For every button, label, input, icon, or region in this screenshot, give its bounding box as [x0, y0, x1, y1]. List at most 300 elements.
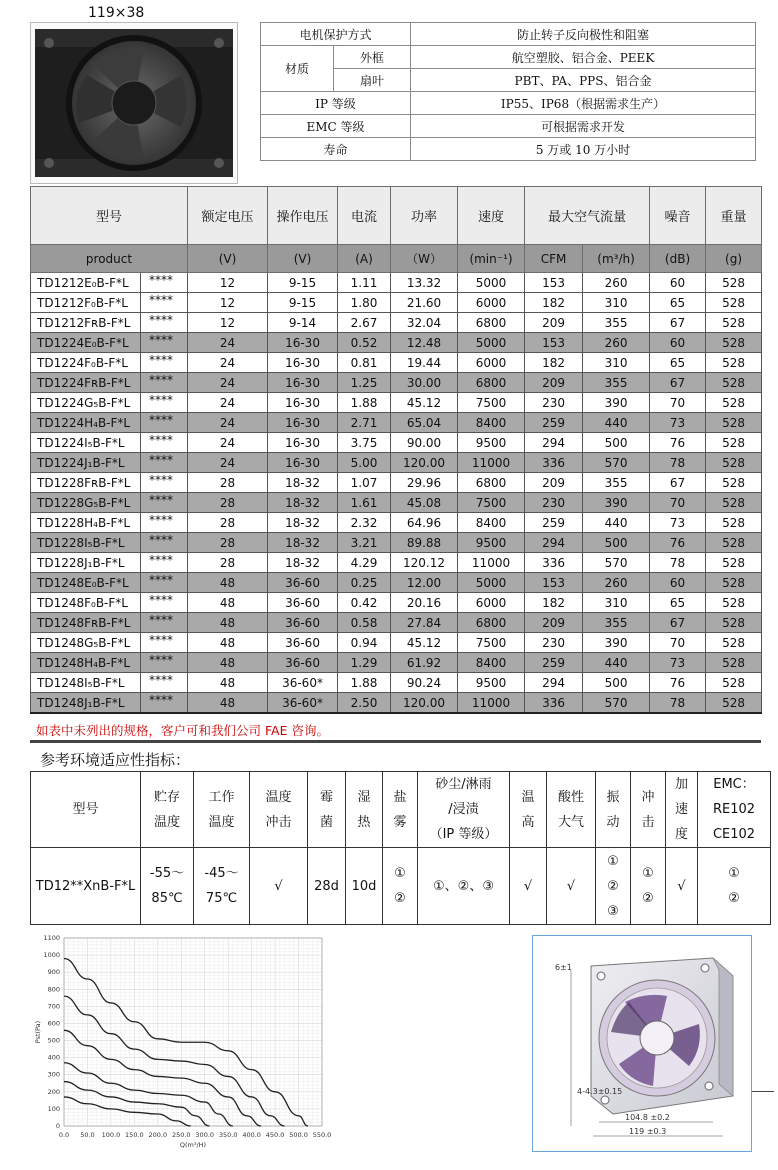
table-cell: ****: [141, 673, 188, 693]
divider: [30, 740, 761, 743]
table-cell: 209: [525, 613, 583, 633]
table-cell: 32.04: [391, 313, 458, 333]
x-tick-label: 400.0: [242, 1131, 261, 1139]
table-cell: 390: [583, 393, 650, 413]
table-cell: 182: [525, 593, 583, 613]
y-tick-label: 200: [47, 1087, 60, 1096]
spec-table: [30, 186, 762, 714]
table-cell: 5000: [458, 573, 525, 593]
table-cell: 24: [188, 433, 268, 453]
table-cell: ****: [141, 493, 188, 513]
fan-dimension-drawing: [532, 935, 752, 1152]
env-header-line: 高: [521, 814, 535, 830]
env-header-cell: [631, 772, 666, 848]
env-header-cell: [547, 772, 596, 848]
table-cell: 76: [650, 533, 706, 553]
table-cell: 13.32: [391, 273, 458, 293]
protection-label: 电机保护方式: [261, 23, 411, 46]
table-cell: 355: [583, 313, 650, 333]
table-cell: 65.04: [391, 413, 458, 433]
env-header-line: 冲击: [265, 814, 292, 830]
env-header-line: 击: [641, 814, 655, 830]
table-cell: 89.88: [391, 533, 458, 553]
table-row: [31, 653, 762, 673]
table-cell: 500: [583, 433, 650, 453]
x-tick-label: 500.0: [289, 1131, 308, 1139]
table-cell: 182: [525, 353, 583, 373]
table-cell: 12: [188, 313, 268, 333]
life-label: 寿命: [261, 138, 411, 161]
table-cell: ****: [141, 693, 188, 714]
table-cell: 12.00: [391, 573, 458, 593]
table-cell: 36-60: [268, 593, 338, 613]
env-header-row: [31, 772, 771, 848]
env-value-cell: [698, 848, 771, 925]
env-header-line: 盐: [393, 789, 407, 805]
table-row: [31, 533, 762, 553]
env-header-line: 菌: [319, 814, 333, 830]
table-cell: 7500: [458, 633, 525, 653]
spec-unit-row: [31, 245, 762, 273]
table-cell: 20.16: [391, 593, 458, 613]
model-cell: TD1248E₀B-F*L: [31, 573, 141, 593]
table-cell: 6800: [458, 613, 525, 633]
table-cell: 65: [650, 353, 706, 373]
table-cell: 500: [583, 673, 650, 693]
table-cell: ****: [141, 393, 188, 413]
table-cell: 78: [650, 553, 706, 573]
env-value-line: 85℃: [151, 891, 183, 906]
table-cell: 24: [188, 373, 268, 393]
table-cell: ****: [141, 433, 188, 453]
table-cell: 390: [583, 493, 650, 513]
env-header-cell: [141, 772, 194, 848]
table-cell: 310: [583, 353, 650, 373]
header-power: 功率: [391, 187, 458, 245]
table-cell: 153: [525, 333, 583, 353]
table-cell: 9500: [458, 533, 525, 553]
env-value-cell: [596, 848, 631, 925]
env-value-cell: [141, 848, 194, 925]
table-cell: 528: [706, 633, 762, 653]
table-cell: 16-30: [268, 373, 338, 393]
table-cell: 1.88: [338, 393, 391, 413]
table-cell: 24: [188, 353, 268, 373]
table-cell: 0.42: [338, 593, 391, 613]
table-cell: 24: [188, 393, 268, 413]
table-cell: 16-30: [268, 393, 338, 413]
env-header-line: 冲: [641, 789, 655, 805]
y-tick-label: 1100: [43, 934, 60, 942]
table-row: [31, 553, 762, 573]
table-cell: 6000: [458, 293, 525, 313]
env-value-line: 10d: [351, 878, 377, 894]
table-cell: ****: [141, 293, 188, 313]
x-tick-label: 200.0: [148, 1131, 168, 1139]
header-model: 型号: [31, 187, 188, 245]
table-cell: 528: [706, 533, 762, 553]
table-cell: 18-32: [268, 553, 338, 573]
header-current: 电流: [338, 187, 391, 245]
table-cell: 6800: [458, 373, 525, 393]
model-cell: TD1224J₁B-F*L: [31, 453, 141, 473]
model-cell: TD1224I₅B-F*L: [31, 433, 141, 453]
env-value-line: ①: [607, 853, 619, 869]
env-value-line: ①: [728, 866, 740, 881]
unit-product: product: [31, 245, 188, 273]
table-cell: 0.81: [338, 353, 391, 373]
env-header-line: 湿: [357, 789, 371, 805]
table-cell: 45.12: [391, 633, 458, 653]
table-cell: 230: [525, 633, 583, 653]
x-tick-label: 0.0: [58, 1131, 70, 1139]
env-header-line: 热: [357, 814, 371, 830]
unit-m3h: (m³/h): [583, 245, 650, 273]
table-cell: ****: [141, 453, 188, 473]
table-cell: 259: [525, 413, 583, 433]
table-cell: 73: [650, 413, 706, 433]
table-cell: 73: [650, 653, 706, 673]
table-cell: 48: [188, 653, 268, 673]
env-header-line: EMC：: [713, 777, 755, 792]
table-row: [31, 673, 762, 693]
table-cell: 60: [650, 573, 706, 593]
header-airflow: 最大空气流量: [525, 187, 650, 245]
table-cell: 153: [525, 273, 583, 293]
env-header-cell: [346, 772, 383, 848]
table-cell: 24: [188, 333, 268, 353]
env-value-line: ②: [728, 891, 740, 906]
table-cell: 1.07: [338, 473, 391, 493]
model-cell: TD1224FʀB-F*L: [31, 373, 141, 393]
env-header-line: （IP 等级）: [429, 827, 498, 842]
env-value-cell: [666, 848, 698, 925]
table-cell: 259: [525, 653, 583, 673]
table-row: [31, 433, 762, 453]
table-row: [31, 493, 762, 513]
table-cell: 48: [188, 573, 268, 593]
x-tick-label: 250.0: [171, 1131, 191, 1139]
table-cell: 528: [706, 433, 762, 453]
x-tick-label: 50.0: [80, 1131, 95, 1139]
env-value-cell: [418, 848, 510, 925]
ip-value: IP55、IP68（根据需求生产）: [411, 92, 756, 115]
table-cell: ****: [141, 653, 188, 673]
table-cell: 8400: [458, 413, 525, 433]
table-cell: 5.00: [338, 453, 391, 473]
spec-body: [31, 273, 762, 714]
x-tick-label: 150.0: [125, 1131, 144, 1139]
model-cell: TD1248I₅B-F*L: [31, 673, 141, 693]
table-cell: 19.44: [391, 353, 458, 373]
unit-rated-voltage: (V): [188, 245, 268, 273]
blade-label: 扇叶: [334, 69, 411, 92]
table-cell: 76: [650, 673, 706, 693]
table-row: [31, 613, 762, 633]
table-cell: 16-30: [268, 433, 338, 453]
env-header-line: 温度: [208, 814, 235, 830]
table-cell: 440: [583, 413, 650, 433]
model-cell: TD1248F₀B-F*L: [31, 593, 141, 613]
table-cell: 259: [525, 513, 583, 533]
dim-119: 119 ±0.3: [629, 1127, 667, 1136]
table-cell: 12.48: [391, 333, 458, 353]
table-cell: 209: [525, 373, 583, 393]
env-header-cell: [308, 772, 346, 848]
table-cell: 440: [583, 513, 650, 533]
table-cell: 70: [650, 633, 706, 653]
env-header-line: 大气: [557, 814, 584, 830]
table-cell: 5000: [458, 273, 525, 293]
env-value-line: ①: [394, 866, 406, 881]
table-cell: 260: [583, 573, 650, 593]
table-cell: 153: [525, 573, 583, 593]
env-header-cell: [510, 772, 547, 848]
dim-6: 6±1: [555, 963, 572, 972]
table-cell: 70: [650, 493, 706, 513]
table-cell: 120.00: [391, 453, 458, 473]
env-value-cell: [31, 848, 141, 925]
table-cell: 230: [525, 493, 583, 513]
table-cell: 528: [706, 413, 762, 433]
table-cell: 3.75: [338, 433, 391, 453]
y-tick-label: 300: [47, 1070, 60, 1079]
env-header-cell: [666, 772, 698, 848]
env-value-line: √: [566, 878, 576, 894]
x-tick-label: 300.0: [195, 1131, 215, 1139]
table-cell: 570: [583, 693, 650, 714]
table-cell: 45.08: [391, 493, 458, 513]
life-value: 5 万或 10 万小时: [411, 138, 756, 161]
unit-noise: (dB): [650, 245, 706, 273]
table-cell: 6800: [458, 313, 525, 333]
env-value-line: ②: [394, 891, 406, 906]
table-row: [31, 313, 762, 333]
table-cell: ****: [141, 373, 188, 393]
table-cell: 61.92: [391, 653, 458, 673]
model-cell: TD1248FʀB-F*L: [31, 613, 141, 633]
header-speed: 速度: [458, 187, 525, 245]
table-cell: 528: [706, 353, 762, 373]
env-value-line: -55～: [149, 866, 185, 881]
table-cell: 29.96: [391, 473, 458, 493]
x-tick-label: 550.0: [312, 1131, 332, 1139]
table-cell: 528: [706, 653, 762, 673]
table-cell: 78: [650, 693, 706, 714]
model-cell: TD1212FʀB-F*L: [31, 313, 141, 333]
y-tick-label: 900: [47, 968, 60, 977]
emc-row: [261, 115, 756, 138]
table-cell: 528: [706, 513, 762, 533]
table-cell: 90.00: [391, 433, 458, 453]
table-row: [31, 453, 762, 473]
table-cell: 528: [706, 393, 762, 413]
y-tick-label: 500: [47, 1036, 60, 1045]
table-cell: 65: [650, 293, 706, 313]
table-cell: 0.25: [338, 573, 391, 593]
table-cell: 294: [525, 673, 583, 693]
table-cell: 9-14: [268, 313, 338, 333]
header-rated-voltage: 额定电压: [188, 187, 268, 245]
table-cell: 500: [583, 533, 650, 553]
env-header-line: 温度: [265, 789, 292, 805]
env-header-line: 型号: [72, 802, 99, 817]
table-cell: 90.24: [391, 673, 458, 693]
y-tick-label: 800: [47, 985, 60, 994]
table-cell: 390: [583, 633, 650, 653]
table-cell: 16-30: [268, 333, 338, 353]
table-cell: ****: [141, 473, 188, 493]
table-cell: 2.32: [338, 513, 391, 533]
table-cell: 570: [583, 453, 650, 473]
env-value-line: ①: [642, 866, 654, 881]
ip-row: [261, 92, 756, 115]
env-value-cell: [547, 848, 596, 925]
table-cell: 18-32: [268, 513, 338, 533]
x-tick-label: 350.0: [218, 1131, 238, 1139]
table-row: [31, 273, 762, 293]
table-cell: 9500: [458, 673, 525, 693]
table-cell: 45.12: [391, 393, 458, 413]
table-cell: 48: [188, 673, 268, 693]
env-value-line: 75℃: [205, 891, 238, 906]
spec-header-row: [31, 187, 762, 245]
env-header-cell: [698, 772, 771, 848]
material-label: 材质: [261, 46, 334, 92]
table-row: [31, 473, 762, 493]
table-cell: 310: [583, 293, 650, 313]
env-header-cell: [250, 772, 308, 848]
blade-value: PBT、PA、PPS、铝合金: [411, 69, 756, 92]
table-cell: 5000: [458, 333, 525, 353]
env-header-line: CE102: [712, 827, 756, 842]
table-cell: 27.84: [391, 613, 458, 633]
table-cell: 11000: [458, 453, 525, 473]
emc-value: 可根据需求开发: [411, 115, 756, 138]
env-value-cell: [250, 848, 308, 925]
y-tick-label: 600: [47, 1019, 60, 1028]
env-header-line: 温度: [153, 814, 180, 830]
x-axis-label: Q(m³/H): [179, 1141, 207, 1149]
table-cell: 36-60*: [268, 693, 338, 714]
env-header-cell: [418, 772, 510, 848]
table-cell: ****: [141, 313, 188, 333]
frame-label: 外框: [334, 46, 411, 69]
table-cell: 528: [706, 373, 762, 393]
model-cell: TD1228G₅B-F*L: [31, 493, 141, 513]
y-tick-label: 700: [47, 1002, 60, 1011]
table-cell: 528: [706, 593, 762, 613]
table-cell: 528: [706, 333, 762, 353]
table-cell: 28: [188, 513, 268, 533]
unit-cfm: CFM: [525, 245, 583, 273]
env-value-line: ③: [607, 903, 619, 919]
table-cell: 2.50: [338, 693, 391, 714]
model-cell: TD1228H₄B-F*L: [31, 513, 141, 533]
env-value-line: TD12**XnB-F*L: [35, 878, 136, 894]
table-cell: 78: [650, 453, 706, 473]
table-cell: 1.61: [338, 493, 391, 513]
material-frame-row: [261, 46, 756, 69]
table-cell: 1.88: [338, 673, 391, 693]
table-cell: 11000: [458, 553, 525, 573]
env-header-line: 砂尘/淋雨: [435, 777, 492, 792]
table-row: [31, 373, 762, 393]
table-cell: 1.25: [338, 373, 391, 393]
table-cell: 209: [525, 473, 583, 493]
table-cell: 182: [525, 293, 583, 313]
dim-104: 104.8 ±0.2: [625, 1113, 670, 1122]
table-cell: 48: [188, 593, 268, 613]
table-cell: 440: [583, 653, 650, 673]
table-cell: 1.80: [338, 293, 391, 313]
table-cell: 11000: [458, 693, 525, 714]
table-cell: 528: [706, 453, 762, 473]
table-cell: 310: [583, 593, 650, 613]
table-cell: ****: [141, 413, 188, 433]
table-cell: 355: [583, 373, 650, 393]
table-cell: 48: [188, 613, 268, 633]
table-cell: 16-30: [268, 353, 338, 373]
env-value-line: √: [523, 878, 533, 894]
table-cell: 9-15: [268, 273, 338, 293]
table-cell: 73: [650, 513, 706, 533]
table-cell: 36-60: [268, 633, 338, 653]
table-row: [31, 293, 762, 313]
table-cell: 28: [188, 533, 268, 553]
table-cell: ****: [141, 273, 188, 293]
unit-power: （W）: [391, 245, 458, 273]
env-header-line: 温: [521, 789, 535, 805]
header-operating-voltage: 操作电压: [268, 187, 338, 245]
env-header-line: 加: [674, 777, 688, 792]
table-cell: 7500: [458, 393, 525, 413]
env-header-line: /浸渍: [448, 802, 479, 817]
env-value-cell: [631, 848, 666, 925]
y-axis-label: Pst(Pa): [34, 1020, 42, 1044]
frame-value: 航空塑胶、铝合金、PEEK: [411, 46, 756, 69]
header-noise: 噪音: [650, 187, 706, 245]
protection-table: [260, 22, 756, 161]
env-value-line: ②: [642, 891, 654, 906]
env-value-line: ②: [607, 878, 619, 894]
model-cell: TD1228I₅B-F*L: [31, 533, 141, 553]
table-cell: 260: [583, 333, 650, 353]
env-header-line: RE102: [712, 802, 756, 817]
env-value-cell: [194, 848, 250, 925]
y-tick-label: 1000: [43, 951, 60, 960]
env-header-cell: [31, 772, 141, 848]
model-cell: TD1228J₁B-F*L: [31, 553, 141, 573]
table-cell: 65: [650, 593, 706, 613]
model-cell: TD1224E₀B-F*L: [31, 333, 141, 353]
model-cell: TD1248G₅B-F*L: [31, 633, 141, 653]
fan-photo: [30, 22, 238, 184]
table-cell: 294: [525, 533, 583, 553]
table-cell: 28: [188, 553, 268, 573]
table-cell: 9500: [458, 433, 525, 453]
table-cell: ****: [141, 633, 188, 653]
env-section-title: 参考环境适应性指标：: [40, 751, 191, 769]
table-cell: 16-30: [268, 413, 338, 433]
table-cell: ****: [141, 593, 188, 613]
table-cell: 0.58: [338, 613, 391, 633]
model-cell: TD1228FʀB-F*L: [31, 473, 141, 493]
table-row: [31, 513, 762, 533]
model-cell: TD1212F₀B-F*L: [31, 293, 141, 313]
table-cell: 528: [706, 313, 762, 333]
table-cell: 67: [650, 373, 706, 393]
